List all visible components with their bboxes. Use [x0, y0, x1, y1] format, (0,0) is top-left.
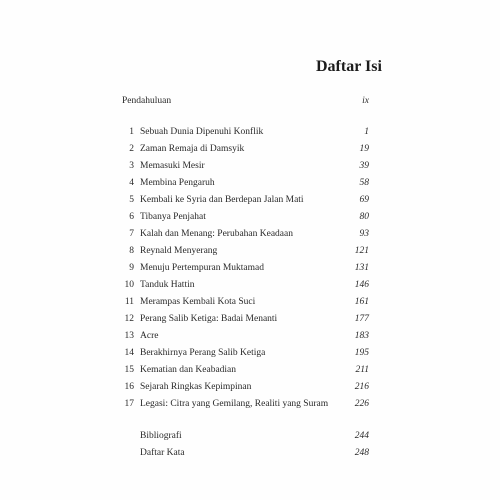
toc-entry-chapter — [0, 157, 500, 175]
chapter-title: Membina Pengaruh — [140, 178, 215, 188]
toc-entry-chapter — [0, 225, 500, 243]
chapter-page: 211 — [355, 365, 369, 375]
chapter-number: 1 — [129, 127, 134, 137]
chapter-title: Reynald Menyerang — [140, 246, 218, 256]
chapter-title: Kembali ke Syria dan Berdepan Jalan Mati — [140, 195, 304, 205]
chapter-number: 11 — [124, 297, 134, 307]
chapter-page: 216 — [354, 382, 369, 392]
chapter-number: 5 — [129, 195, 134, 205]
chapter-title: Berakhirnya Perang Salib Ketiga — [140, 348, 266, 358]
chapter-number: 13 — [124, 331, 134, 341]
chapter-title: Kematian dan Keabadian — [140, 365, 237, 375]
chapter-page: 93 — [359, 229, 369, 239]
chapter-page: 177 — [354, 314, 369, 324]
back-matter-label: Bibliografi — [140, 431, 182, 441]
chapter-title: Tanduk Hattin — [140, 280, 195, 290]
chapter-number: 6 — [129, 212, 134, 222]
chapter-number: 14 — [124, 348, 134, 358]
chapter-page: 146 — [354, 280, 369, 290]
toc-entry-page: ix — [362, 96, 369, 106]
chapter-title: Merampas Kembali Kota Suci — [140, 297, 256, 307]
chapter-title: Menuju Pertempuran Muktamad — [140, 263, 265, 273]
toc-entry-label: Pendahuluan — [122, 96, 172, 106]
chapter-title: Zaman Remaja di Damsyik — [140, 144, 245, 154]
toc-entry-chapter — [0, 242, 500, 260]
back-matter-label: Daftar Kata — [140, 448, 185, 458]
chapter-page: 121 — [354, 246, 369, 256]
chapter-title: Sebuah Dunia Dipenuhi Konflik — [140, 127, 264, 137]
toc-entry-chapter — [0, 208, 500, 226]
toc-entry-chapter — [0, 140, 500, 158]
toc-entry-chapter — [0, 361, 500, 379]
chapter-page: 131 — [354, 263, 369, 273]
chapter-number: 10 — [124, 280, 134, 290]
toc-entry-chapter — [0, 276, 500, 294]
toc-entry-chapter — [0, 191, 500, 209]
chapter-page: 58 — [359, 178, 369, 188]
chapter-page: 80 — [359, 212, 369, 222]
chapter-title: Acre — [140, 331, 159, 341]
chapter-page: 69 — [359, 195, 369, 205]
chapter-title: Kalah dan Menang: Perubahan Keadaan — [140, 229, 293, 239]
chapter-page: 39 — [359, 161, 369, 171]
chapter-number: 16 — [124, 382, 134, 392]
chapter-page: 195 — [354, 348, 369, 358]
back-matter-page: 244 — [354, 431, 369, 441]
toc-entry-chapter — [0, 344, 500, 362]
chapter-number: 12 — [124, 314, 134, 324]
toc-entry-back-matter — [0, 444, 500, 462]
chapter-number: 8 — [129, 246, 134, 256]
chapter-number: 4 — [129, 178, 134, 188]
toc-entry-chapter — [0, 378, 500, 396]
toc-entry-chapter — [0, 310, 500, 328]
toc-entry-back-matter — [0, 427, 500, 445]
chapter-page: 19 — [359, 144, 369, 154]
chapter-page: 226 — [354, 399, 369, 409]
toc-entry-chapter — [0, 327, 500, 345]
page-title: Daftar Isi — [316, 58, 382, 75]
chapter-title: Memasuki Mesir — [140, 161, 205, 171]
chapter-number: 2 — [129, 144, 134, 154]
toc-entry-chapter — [0, 259, 500, 277]
chapter-number: 17 — [124, 399, 134, 409]
chapter-page: 1 — [364, 127, 369, 137]
chapter-number: 3 — [129, 161, 134, 171]
toc-entry-chapter — [0, 293, 500, 311]
chapter-page: 161 — [354, 297, 369, 307]
chapter-title: Perang Salib Ketiga: Badai Menanti — [140, 314, 278, 324]
toc-entry-chapter — [0, 395, 500, 413]
toc-entry-chapter — [0, 174, 500, 192]
toc-entry-intro — [0, 92, 500, 110]
chapter-title: Legasi: Citra yang Gemilang, Realiti yang Suram — [140, 399, 329, 409]
chapter-number: 9 — [129, 263, 134, 273]
chapter-title: Sejarah Ringkas Kepimpinan — [140, 382, 252, 392]
back-matter-page: 248 — [354, 448, 369, 458]
toc-entry-chapter — [0, 123, 500, 141]
chapter-title: Tibanya Penjahat — [140, 212, 206, 222]
chapter-page: 183 — [354, 331, 369, 341]
chapter-number: 7 — [129, 229, 134, 239]
chapter-number: 15 — [124, 365, 134, 375]
